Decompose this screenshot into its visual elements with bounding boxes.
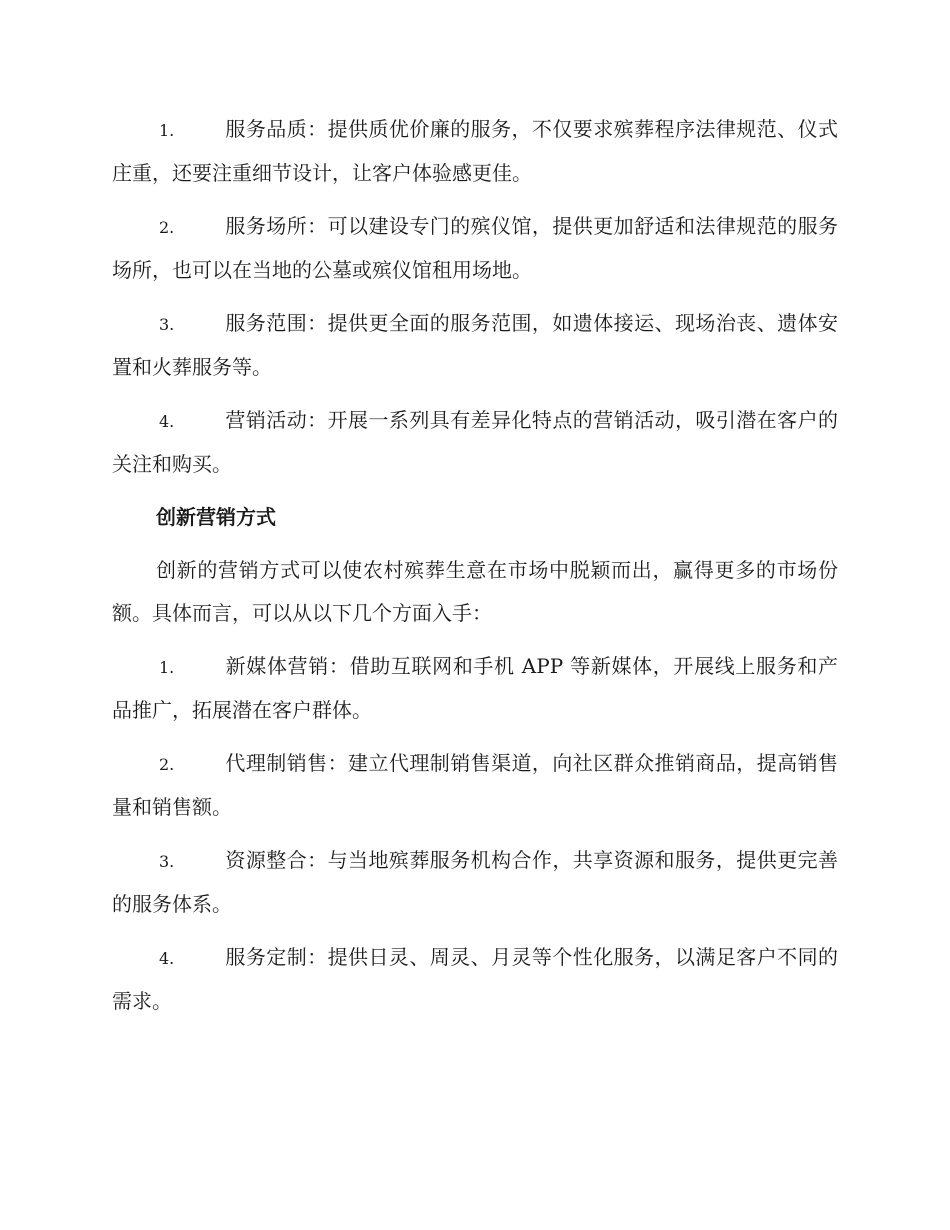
list-text: 新媒体营销：借助互联网和手机 APP 等新媒体，开展线上服务和产品推广，拓展潜在客户群体。 — [112, 654, 838, 722]
list-item — [112, 645, 838, 732]
list-number: 4. — [159, 412, 175, 431]
list-item — [112, 839, 838, 926]
list-text: 资源整合：与当地殡葬服务机构合作，共享资源和服务，提供更完善的服务体系。 — [112, 848, 838, 916]
list-number: 1. — [159, 658, 175, 677]
list-number: 3. — [159, 315, 175, 334]
list-text: 代理制销售：建立代理制销售渠道，向社区群众推销商品，提高销售量和销售额。 — [112, 751, 838, 819]
list-number: 1. — [159, 121, 175, 140]
section-intro: 创新的营销方式可以使农村殡葬生意在市场中脱颖而出，赢得更多的市场份额。具体而言，可以从以下几个方面入手： — [112, 558, 838, 625]
list-item — [112, 205, 838, 292]
section-heading: 创新营销方式 — [156, 505, 276, 529]
list-number: 2. — [159, 218, 175, 237]
list-item — [112, 302, 838, 389]
list-text: 服务场所：可以建设专门的殡仪馆，提供更加舒适和法律规范的服务场所，也可以在当地的公墓或殡仪馆租用场地。 — [112, 214, 838, 282]
list-item — [112, 108, 838, 195]
list-text: 服务范围：提供更全面的服务范围，如遗体接运、现场治丧、遗体安置和火葬服务等。 — [112, 311, 838, 379]
list-number: 3. — [159, 852, 175, 871]
list-text: 服务品质：提供质优价廉的服务，不仅要求殡葬程序法律规范、仪式庄重，还要注重细节设计，让客户体验感更佳。 — [112, 117, 838, 185]
list-number: 4. — [159, 949, 175, 968]
list-number: 2. — [159, 755, 175, 774]
list-item — [112, 936, 838, 1023]
list-text: 营销活动：开展一系列具有差异化特点的营销活动，吸引潜在客户的关注和购买。 — [112, 408, 838, 476]
document-page — [112, 108, 838, 1033]
list-item — [112, 742, 838, 829]
list-text: 服务定制：提供日灵、周灵、月灵等个性化服务，以满足客户不同的需求。 — [112, 945, 838, 1013]
list-item — [112, 399, 838, 486]
